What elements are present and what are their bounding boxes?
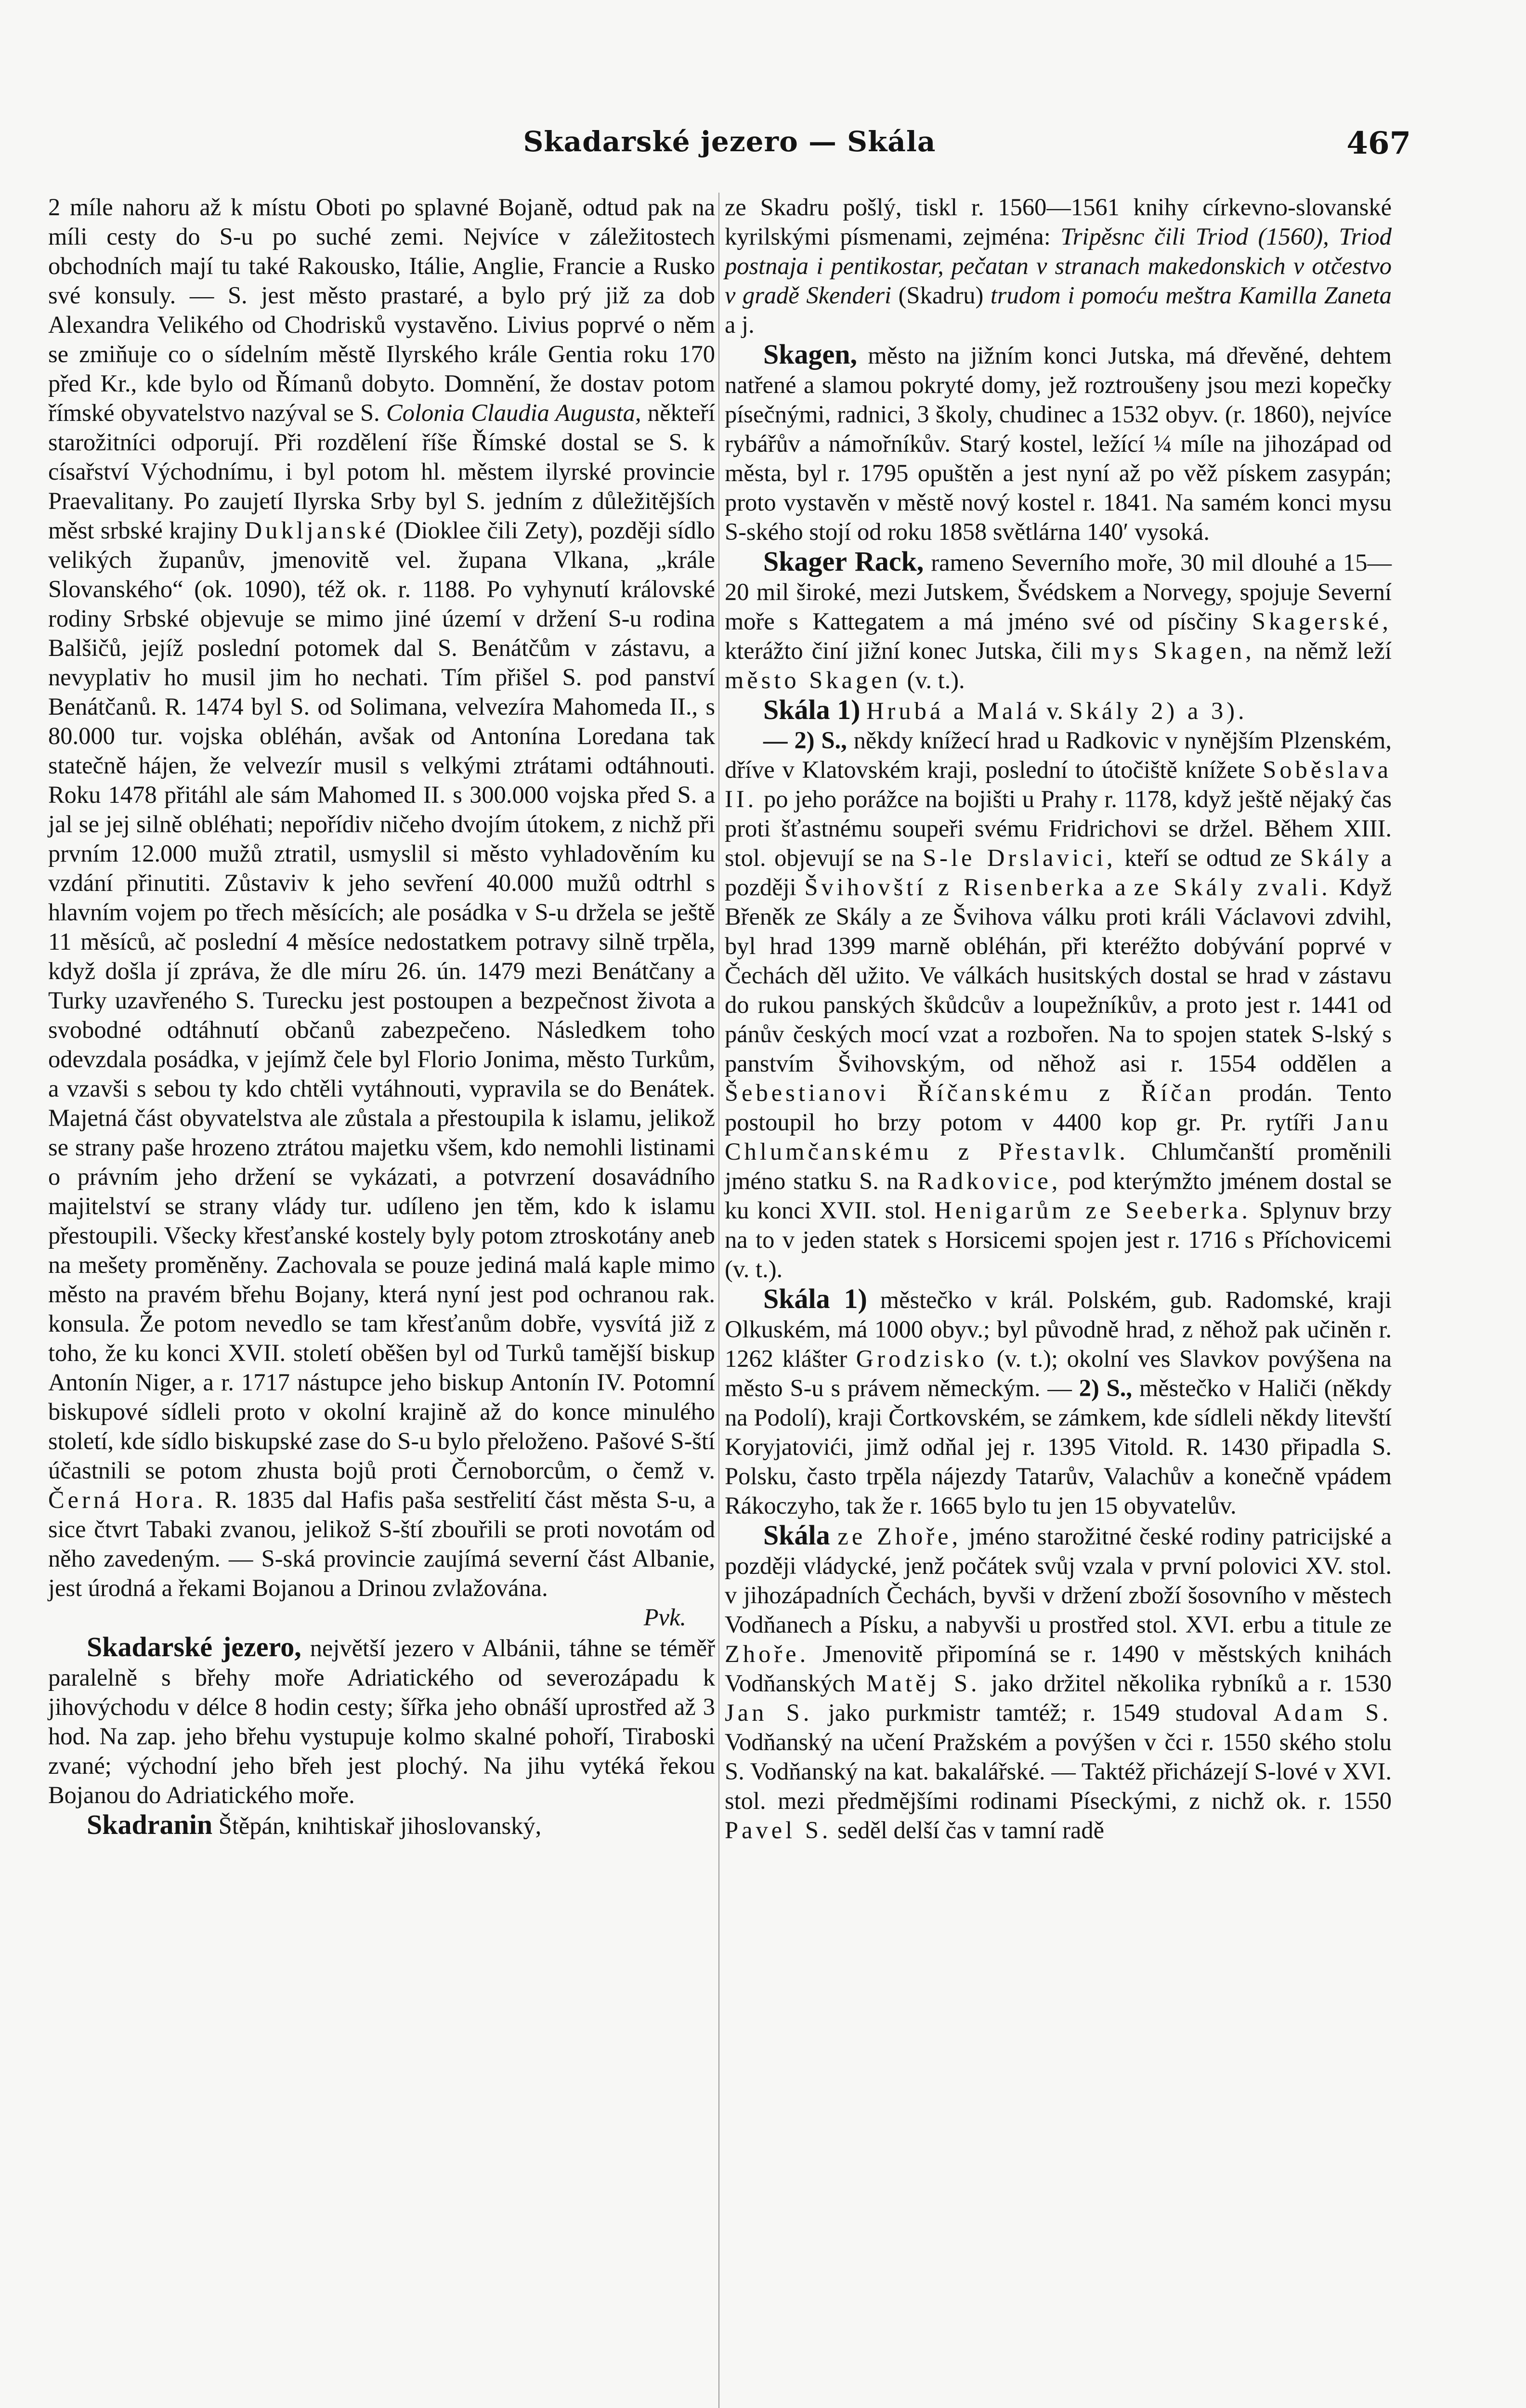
entry-spaced: S-le Drslavici, <box>923 844 1116 871</box>
entry-text: městečko v král. Polském, gub. Radomské, kraji Olkuském, má 1000 obyv.; byl původně hrad, z něhož pak učiněn r. 1262 klášter <box>725 1286 1392 1372</box>
entry-text: po jeho porážce na bojišti u Prahy r. 1178, když ještě nějaký čas proti šťastnému soupeři svému Fridrichovi se držel. Během XIII. stol. objevují se na <box>725 785 1392 871</box>
entry-spaced: Adam S. <box>1273 1699 1392 1726</box>
entry-text: a později <box>725 844 1392 901</box>
entry-italic: Tripěsnc čili Triod (1560), Triod postnaja i pentikostar, pečatan v stranach makedonskich v otčestvo v gradě Skenderi <box>725 223 1392 309</box>
page-header <box>48 120 1411 164</box>
entry-spaced: mys Skagen, <box>1091 637 1255 664</box>
headword: Skála 1) <box>763 694 861 725</box>
headword: — 2) S., <box>763 727 847 754</box>
headword: Skager Rack, <box>763 546 924 577</box>
entry-italic: Colonia Claudia Augusta, <box>386 399 641 426</box>
entry-text: kterážto činí jižní konec Jutska, čili <box>725 637 1083 664</box>
entry-text: město na jižním konci Jutska, má dřevěné, dehtem natřené a slamou pokryté domy, jež roztroušeny jsou mezi kopečky písečnými, radnici, 3 školy, chudinec a 1532 obyv. (r. 1860), nejvíce rybářův a námořníkův. Starý kostel, ležící ¼ míle na jihozápad od města, byl r. 1795 opuštěn a jest nyní až po věž pískem zasypán; proto vystavěn v městě nový kostel r. 1841. Na samém konci mysu S-ského stojí od roku 1858 světlárna 140′ vysoká. <box>725 342 1392 545</box>
entry-text: jméno starožitné české rodiny patricijské a později vládycké, jenž počátek svůj vzala v první polovici XV. stol. v jihozápadních Čechách, byvši v držení zboží šosovního v městech Vodňanech a Písku, a nabyvši u prostřed stol. XVI. erbu a titule ze <box>725 1523 1392 1638</box>
entry-text: Jmenovitě připomíná se r. 1490 v městských knihách Vodňanských <box>725 1640 1392 1697</box>
entry-spaced: Grodzisko <box>856 1345 988 1372</box>
entry-skala-town <box>725 1284 1392 1520</box>
entry-skadranin-cont <box>725 193 1392 340</box>
entry-skadranin <box>48 1810 715 1841</box>
entry-text: Splynuv brzy na to v jeden statek s Horsicemi spojen jest r. 1716 s Příchovicemi (v. t.). <box>725 1197 1392 1283</box>
entry-text: rameno Severního moře, 30 mil dlouhé a 15—20 mil široké, mezi Jutskem, Švédskem a Norvegy, spojuje Severní moře s Kattegatem a má jméno své od písčiny <box>725 549 1392 635</box>
entry-text: někdy knížecí hrad u Radkovic v nynějším Plzenském, dříve v Klatovském kraji, poslední to útočiště knížete <box>725 727 1392 783</box>
entry-text: a <box>1115 874 1126 901</box>
headword: 2) S., <box>1079 1374 1132 1401</box>
entry-text: (Skadru) <box>898 282 984 309</box>
headword: Skála <box>763 1519 830 1551</box>
entry-text: jako držitel několika rybníků a r. 1530 <box>991 1670 1392 1697</box>
entry-spaced: Janu Chlumčanskému z Přestavlk. <box>725 1109 1392 1165</box>
entry-spaced: ze Skály zvali. <box>1134 874 1331 901</box>
entry-spaced: ze Zhoře, <box>837 1523 962 1550</box>
entry-spaced: Henigarům ze Seeberka. <box>934 1197 1251 1224</box>
entry-text: ze Skadru pošlý, tiskl r. 1560—1561 knihy církevno-slovanské kyrilskými písmenami, zejména: <box>725 194 1392 250</box>
entry-text: kteří se odtud ze <box>1124 844 1292 871</box>
entry-text: pod kterýmžto jménem dostal se ku konci XVII. stol. <box>725 1167 1392 1224</box>
entry-spaced: Matěj S. <box>866 1670 980 1697</box>
entry-text: na němž leží <box>1263 637 1392 664</box>
entry-text: jako purkmistr tamtéž; r. 1549 studoval <box>828 1699 1258 1726</box>
entry-text: největší jezero v Albánii, táhne se téměř paralelně s břehy moře Adriatického od severozápadu k jihovýchodu v délce 8 hodin cesty; šířka jeho obnáší uprostřed až 3 hod. Na zap. jeho břehu vystupuje kolmo skalné pohoří, Tiraboski zvané; východní jeho břeh jest plochý. Na jihu vytéká řekou Bojanou do Adriatického moře. <box>48 1635 716 1808</box>
entry-text: (v. t.); okolní ves Slavkov povýšena na město S-u s právem německým. — <box>725 1345 1392 1401</box>
entry-spaced: Černá Hora. <box>48 1486 207 1513</box>
headword: Skadarské jezero, <box>87 1631 301 1662</box>
entry-spaced: Pavel S. <box>725 1817 832 1844</box>
entry-text: Štěpán, knihtiskař jihoslovanský, <box>218 1812 542 1839</box>
page-number: 467 <box>1346 125 1411 161</box>
entry-text: 2 míle nahoru až k místu Oboti po splavné Bojaně, odtud pak na míli cesty do S-u po suché zemi. Nejvíce v záležitostech obchodních mají tu také Rakousko, Itálie, Anglie, Francie a Rusko své konsuly. — S. jest město prastaré, a bylo prý již za dob Alexandra Velikého od Chodrisků vystavěno. Livius poprvé o něm se zmiňuje co o sídelním městě Ilyrského krále Gentia roku 170 před Kr., kde bylo od Římanů dobyto. Domnění, že dostav potom římské obyvatelstvo nazýval se S. <box>48 194 715 426</box>
entry-spaced: Skagerské, <box>1252 608 1392 635</box>
entry-spaced: Radkovice, <box>917 1167 1061 1194</box>
entry-italic: trudom i pomoću meštra Kamilla Zaneta <box>990 282 1392 309</box>
entry-text: někteří starožitníci odporují. Při rozdělení říše Římské dostal se S. k císařství Východnímu, i byl potom hl. městem ilyrské provincie Praevalitany. Po zaujetí Ilyrska Srby byl S. jedním z důležitějších měst srbské krajiny <box>48 399 716 544</box>
entry-text: městečko v Haliči (někdy na Podolí), kraji Čortkovském, se zámkem, kde sídleli někdy litevští Koryjatovići, jimž odňal jej r. 1395 Vitold. R. 1430 připadla S. Polsku, často trpěla nájezdy Tatarův, Valachův a konečně vpádem Rákoczyho, tak že r. 1665 bylo tu jen 15 obyvatelův. <box>725 1374 1392 1519</box>
right-column <box>725 193 1392 1845</box>
entry-spaced: Skály <box>1300 844 1373 871</box>
running-title: Skadarské jezero — Skála <box>523 125 936 158</box>
headword: Skagen, <box>763 339 858 370</box>
entry-text: Když Břeněk ze Skály a ze Švihova válku proti králi Václavovi zdvihl, byl hrad 1399 marně obléhán, při kteréžto dobývání poprvé v Čechách děl užito. Ve válkách husitských dostal se hrad v zástavu do rukou panských škůdcův a loupežníkův, a proto jest r. 1441 od pánův českých mocí vzat a rozbořen. Na to spojen statek S-lský s panstvím Švihovským, od něhož asi r. 1554 oddělen a <box>725 874 1392 1077</box>
left-column <box>48 193 715 1841</box>
entry-spaced: Švihovští z Risenberka <box>804 874 1107 901</box>
entry-text: Vodňanský na učení Pražském a povýšen v čci r. 1550 ského stolu S. Vodňanský na kat. bakalářské. — Taktéž přicházejí S-lové v XVI. stol. mezi předmějšími rodinami Píseckými, z nichž ok. r. 1550 <box>725 1728 1392 1814</box>
entry-text: R. 1835 dal Hafis paša sestřelití část města S-u, a sice čtvrt Tabaki zvanou, jelikož S-ští zbouřili se proti novotám od něho zavedeným. — S-ská provincie zaujímá severní část Albanie, jest úrodná a řekami Bojanou a Drinou zvlažována. <box>48 1486 716 1601</box>
headword: Skadranin <box>87 1809 213 1840</box>
entry-text: (Dioklee čili Zety), později sídlo velikých županův, jmenovitě vel. župana Vlkana, „krále Slovanského“ (ok. 1090), též ok. r. 1188. Po vyhynutí královské rodiny Srbské objevuje se mimo jiné území v držení S-u rodina Balšičů, jejíž poslední potomek dal S. Benátčům v zástavu, a nevyplativ ho musil jim ho nechati. Tím přišel S. pod panství Benátčanů. R. 1474 byl S. od Solimana, velvezíra Mahomeda II., s 80.000 tur. vojska obléhán, avšak od Antonína Loredana tak statečně hájen, že velvezír musil s velkými ztrátami odtáhnouti. Roku 1478 přitáhl ale sám Mahomed II. s 300.000 vojska před S. a jal se jej silně obléhati; nepořídiv ničeho dvojím útokem, z nichž při prvním 12.000 mužů ztratil, usmyslil si město vyhladověním ku vzdání přinutiti. Zůstaviv k jeho sevření 40.000 mužů odtrhl s hlavním vojem po třech měsících; ale posádka v S-u držela se ještě 11 měsíců, ač poslední 4 měsíce nedostatkem potravy silně trpěla, když došla jí zpráva, že dle míru 26. ún. 1479 mezi Benátčany a Turky uzavřeného S. Turecku jest postoupen a bezpečnost života a svobodné odtáhnutí občanů zabezpečeno. Následkem toho odevzdala posádka, v jejímž čele byl Florio Jonima, město Turkům, a vzavši s sebou ty kdo chtěli vytáhnouti, vypravila se do Benátek. Majetná část obyvatelstva ale zůstala a přestoupila k islamu, jelikož se strany paše hrozeno ztrátou majetku všem, kdo nemohli listinami o právním jeho držení se vykázati, a potvrzení dosavádního majitelství se strany vlády tur. udíleno jen těm, kdo k islamu přestoupili. Všecky křesťanské kostely byly potom ztroskotány aneb na mešety proměněny. Zachovala se pouze jediná malá kaple mimo město na pravém břehu Bojany, která nyní jest pod ochranou rak. konsula. Že potom nevedlo se tam křesťanům dobře, vysvítá již z toho, že ku konci XVII. století oběšen byl od Turků tamější biskup Antonín Niger, a r. 1717 nástupce jeho biskup Antonín IV. Potomní biskupové sídleli proto v okolní krajině až do konce minulého století, kde sídlo biskupské zase do S-u bylo přeloženo. Pašové S-ští účastnili se potom zhusta bojů proti Černoborcům, o čemž v. <box>48 517 715 1484</box>
entry-spaced: Hrubá a Malá <box>866 697 1041 724</box>
author-signature: Pvk. <box>643 1604 686 1631</box>
entry-spaced: Dukljanské <box>244 517 389 544</box>
entry-skager-rack <box>725 547 1392 695</box>
column-divider <box>718 193 719 2408</box>
headword: Skála 1) <box>763 1283 867 1314</box>
entry-text: (v. t.). <box>907 667 965 694</box>
entry-text: a j. <box>725 311 755 338</box>
entry-spaced: Šebestianovi Říčanskému z Říčan <box>725 1079 1215 1106</box>
entry-skadarske-jezero <box>48 1632 715 1810</box>
entry-spaced: Skály 2) a 3). <box>1069 697 1248 724</box>
entry-skagen <box>725 340 1392 547</box>
entry-spaced: Soběslava II. <box>725 756 1392 812</box>
entry-text: Chlumčanští proměnili jméno statku S. na <box>725 1138 1392 1194</box>
entry-text: seděl delší čas v tamní radě <box>837 1817 1105 1844</box>
entry-spaced: Zhoře. <box>725 1640 809 1667</box>
entry-text: v. <box>1046 697 1063 724</box>
entry-skala-2 <box>725 726 1392 1284</box>
entry-skala-ze-zhore <box>725 1520 1392 1845</box>
entry-skala-1 <box>725 695 1392 726</box>
entry-spaced: Jan S. <box>725 1699 813 1726</box>
entry-text: prodán. Tento postoupil ho brzy potom v 4400 kop gr. Pr. rytíři <box>725 1079 1392 1136</box>
entry-spaced: město Skagen <box>725 667 901 694</box>
entry-skadar-city <box>48 193 715 1603</box>
